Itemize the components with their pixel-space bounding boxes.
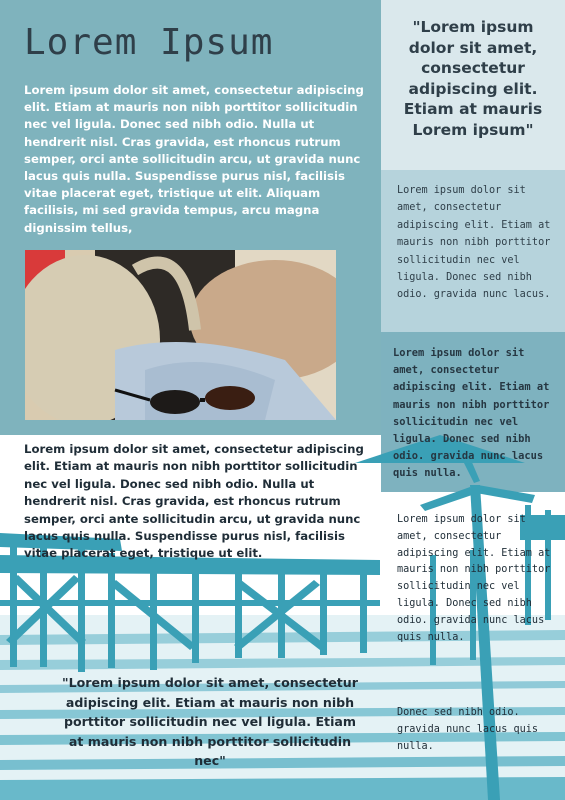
pull-quote: "Lorem ipsum dolor sit amet, consectetur adipiscing elit. Etiam at mauris non nibh porttitor sollicitudin nec vel ligula. Etiam at mauris non nibh porttitor sollicitudin nec" bbox=[62, 675, 358, 769]
body-paragraph: Lorem ipsum dolor sit amet, consectetur adipiscing elit. Etiam at mauris non nibh porttitor sollicitudin nec vel ligula. Donec sed nibh odio. Nulla ut hendrerit nisl. Cras gravida, est rhoncus rutrum semper, orci ante sollicitudin arcu, ut gravida nunc lacus quis nulla. Suspendisse purus nisl, facilisis vitae placerat eget, tristique ut elit. bbox=[24, 442, 364, 561]
sidebar-paragraph: Lorem ipsum dolor sit amet, consectetur adipiscing elit. Etiam at mauris non nibh porttitor sollicitudin nec vel ligula. Donec sed nibh odio. gravida nunc lacus. bbox=[397, 185, 551, 301]
sidebar-quote: "Lorem ipsum dolor sit amet, consectetur adipiscing elit. Etiam at mauris Lorem ipsum" bbox=[403, 18, 543, 139]
sidebar-paragraph-closing: Donec sed nibh odio. gravida nunc lacus quis nulla. bbox=[397, 707, 539, 752]
sidebar-paragraph-lower: Lorem ipsum dolor sit amet, consectetur adipiscing elit. Etiam at mauris non nibh porttitor sollicitudin nec vel ligula. Donec sed nibh odio. gravida nunc lacus quis nulla. bbox=[397, 514, 551, 643]
intro-paragraph: Lorem ipsum dolor sit amet, consectetur adipiscing elit. Etiam at mauris non nibh porttitor sollicitudin nec vel ligula. Donec sed nibh odio. Nulla ut hendrerit nisl. Cras gravida, est rhoncus rutrum semper, orci ante sollicitudin arcu, ut gravida nunc lacus quis nulla. Suspendisse purus nisl, facilisis vitae placerat eget, tristique ut elit. Aliquam facilisis, mi sed gravida tempus, arcu magna dignissim tellus, bbox=[24, 83, 364, 235]
sidebar-paragraph-bold: Lorem ipsum dolor sit amet, consectetur adipiscing elit. Etiam at mauris non nibh porttitor sollicitudin nec vel ligula. Donec sed nibh odio. gravida nunc lacus quis nulla. bbox=[393, 347, 550, 480]
beach-items-photo bbox=[25, 250, 336, 420]
page-title: Lorem Ipsum bbox=[24, 22, 274, 63]
